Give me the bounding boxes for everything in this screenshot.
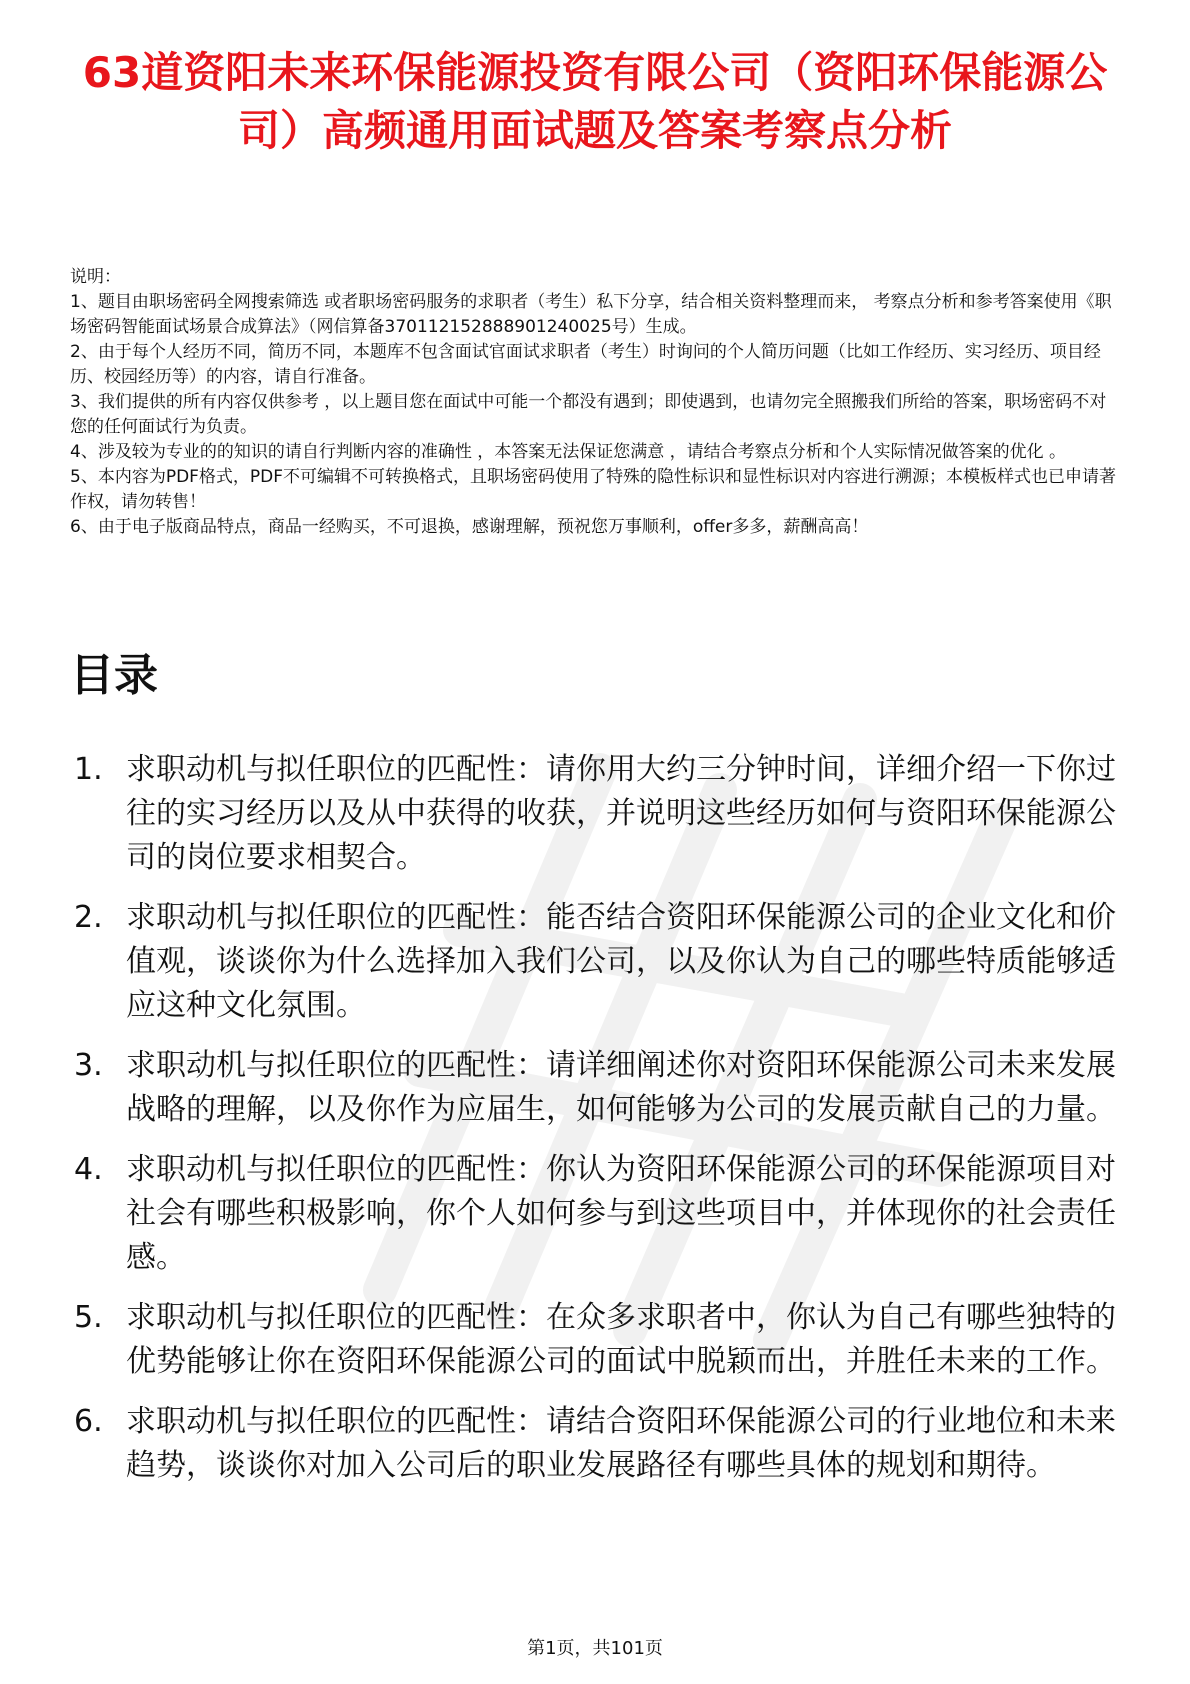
toc-item-text: 求职动机与拟任职位的匹配性：能否结合资阳环保能源公司的企业文化和价值观，谈谈你为什么选择加入我们公司，以及你认为自己的哪些特质能够适应这种文化氛围。 [126, 900, 1116, 1023]
toc-item-number: 1. [74, 752, 103, 787]
toc-item-text: 求职动机与拟任职位的匹配性：请你用大约三分钟时间，详细介绍一下你过往的实习经历以及从中获得的收获，并说明这些经历如何与资阳环保能源公司的岗位要求相契合。 [126, 752, 1116, 875]
notes-heading: 说明： [70, 267, 121, 287]
disclaimer-notes [70, 265, 1120, 540]
toc-item-number: 3. [74, 1048, 103, 1083]
document-title: 63道资阳未来环保能源投资有限公司（资阳环保能源公司）高频通用面试题及答案考察点分析 [82, 48, 1108, 155]
toc-item-number: 4. [74, 1152, 103, 1187]
toc-item[interactable] [70, 1400, 1120, 1488]
note-item: 1、题目由职场密码全网搜索筛选 或者职场密码服务的求职者（考生）私下分享，结合相关资料整理而来， 考察点分析和参考答案使用《职场密码智能面试场景合成算法》（网信算备370112152888901240025号）生成。 [70, 292, 1112, 337]
toc-item-number: 2. [74, 900, 103, 935]
note-item: 4、涉及较为专业的的知识的请自行判断内容的准确性 ，本答案无法保证您满意 ，请结合考察点分析和个人实际情况做答案的优化 。 [70, 442, 1067, 462]
note-item: 2、由于每个人经历不同，简历不同，本题库不包含面试官面试求职者（考生）时询问的个人简历问题（比如工作经历、实习经历、项目经历、校园经历等）的内容，请自行准备。 [70, 342, 1101, 387]
toc-item[interactable] [70, 1044, 1120, 1132]
toc-item-text: 求职动机与拟任职位的匹配性：你认为资阳环保能源公司的环保能源项目对社会有哪些积极影响，你个人如何参与到这些项目中，并体现你的社会责任感。 [126, 1152, 1116, 1275]
toc-item[interactable] [70, 748, 1120, 880]
toc-item-text: 求职动机与拟任职位的匹配性：请详细阐述你对资阳环保能源公司未来发展战略的理解，以及你作为应届生，如何能够为公司的发展贡献自己的力量。 [126, 1048, 1116, 1127]
note-item: 5、本内容为PDF格式，PDF不可编辑不可转换格式，且职场密码使用了特殊的隐性标识和显性标识对内容进行溯源；本模板样式也已申请著作权，请勿转售！ [70, 467, 1117, 512]
toc-item-number: 6. [74, 1404, 103, 1439]
page-footer: 第1页，共101页 [527, 1638, 663, 1659]
note-item: 3、我们提供的所有内容仅供参考 ，以上题目您在面试中可能一个都没有遇到；即使遇到，也请勿完全照搬我们所给的答案，职场密码不对您的任何面试行为负责。 [70, 392, 1107, 437]
toc-heading: 目录 [70, 650, 158, 701]
note-item: 6、由于电子版商品特点，商品一经购买，不可退换，感谢理解，预祝您万事顺利，offer多多，薪酬高高！ [70, 517, 869, 537]
table-of-contents [70, 748, 1120, 1504]
toc-item-number: 5. [74, 1300, 103, 1335]
toc-item[interactable] [70, 896, 1120, 1028]
toc-item[interactable] [70, 1148, 1120, 1280]
toc-item-text: 求职动机与拟任职位的匹配性：请结合资阳环保能源公司的行业地位和未来趋势，谈谈你对加入公司后的职业发展路径有哪些具体的规划和期待。 [126, 1404, 1116, 1483]
toc-item-text: 求职动机与拟任职位的匹配性：在众多求职者中，你认为自己有哪些独特的优势能够让你在资阳环保能源公司的面试中脱颖而出，并胜任未来的工作。 [126, 1300, 1116, 1379]
toc-item[interactable] [70, 1296, 1120, 1384]
